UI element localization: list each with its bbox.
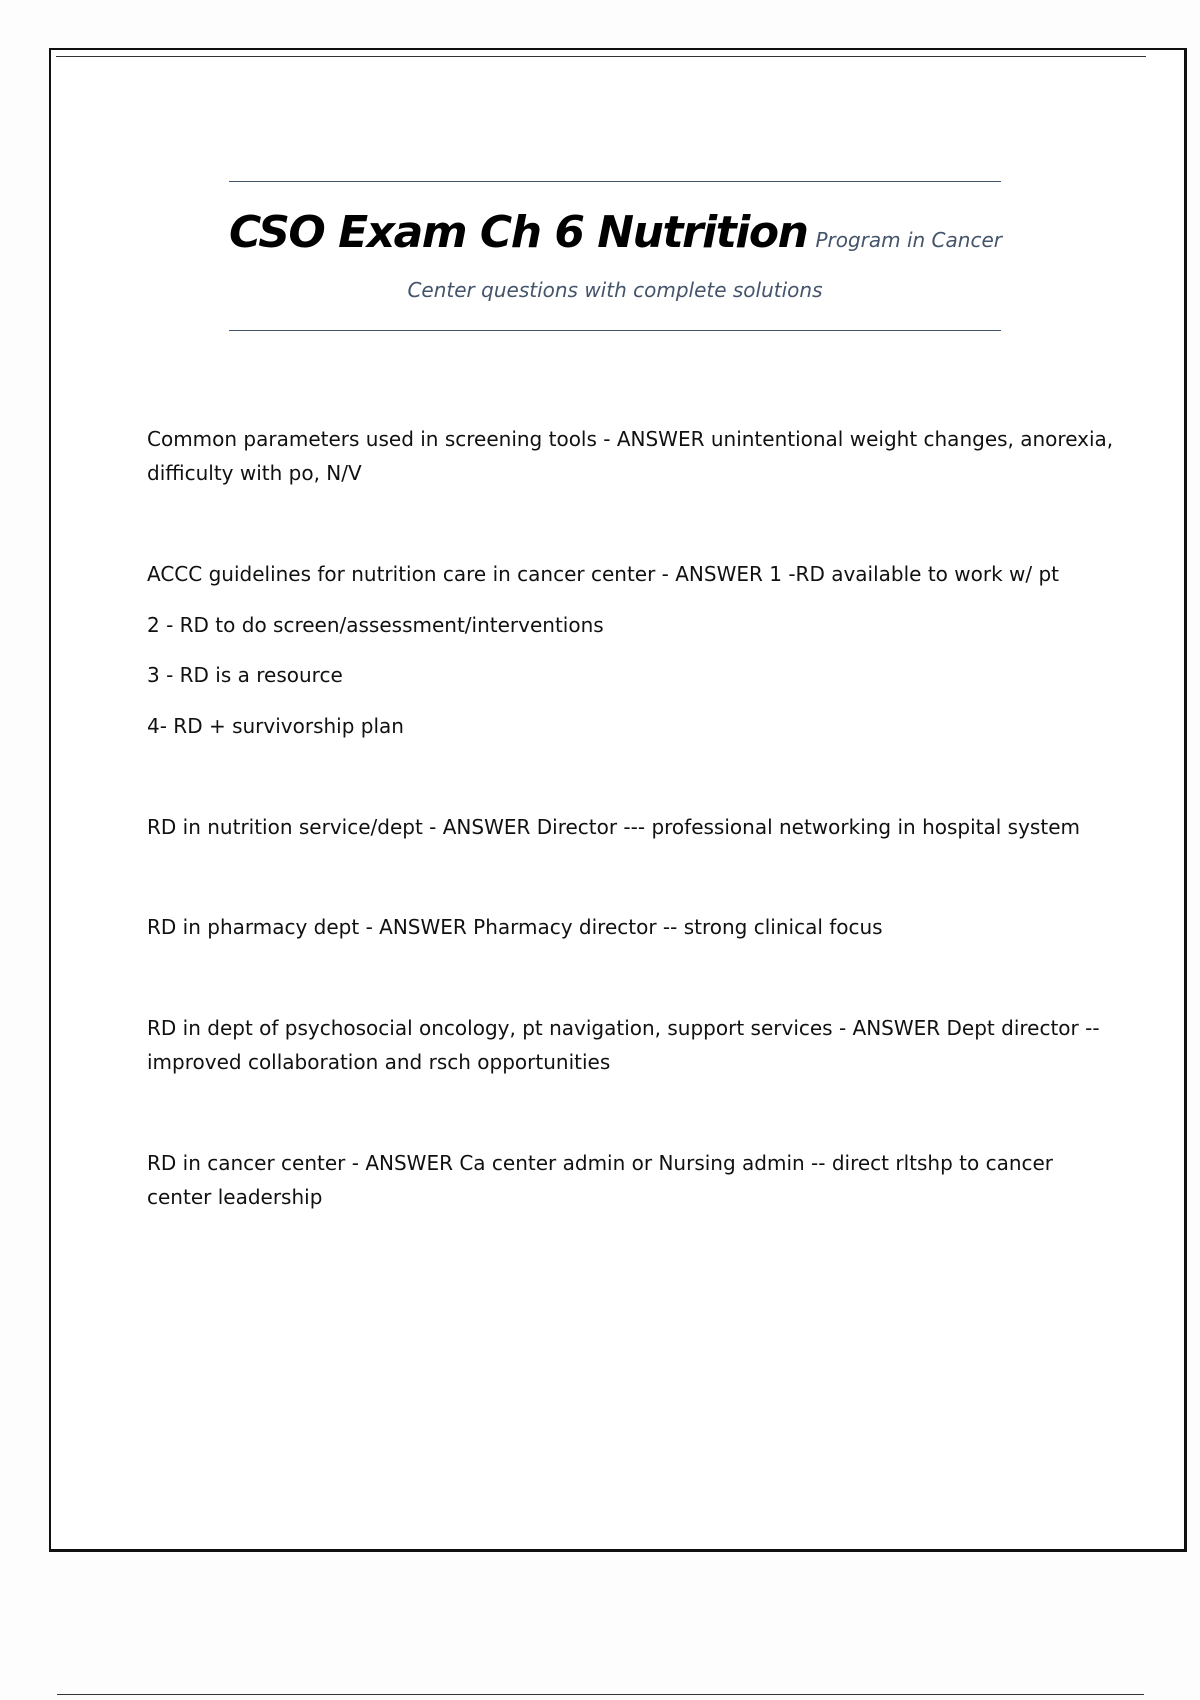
qa-line: RD in cancer center - ANSWER Ca center admin or Nursing admin -- direct rltshp to cancer — [147, 1151, 1054, 1175]
qa-accc-item-4 — [147, 709, 1147, 743]
qa-line: RD in pharmacy dept - ANSWER Pharmacy director -- strong clinical focus — [147, 915, 883, 939]
qa-line: improved collaboration and rsch opportunities — [147, 1050, 611, 1074]
document-title: CSO Exam Ch 6 Nutrition — [229, 207, 808, 258]
qa-cancer-center — [147, 1146, 1147, 1214]
document-subtitle-part2: Center questions with complete solutions — [407, 278, 823, 302]
qa-line: ACCC guidelines for nutrition care in cancer center - ANSWER 1 -RD available to work w/ pt — [147, 562, 1060, 586]
title-line — [229, 207, 1001, 258]
qa-line: 4- RD + survivorship plan — [147, 714, 404, 738]
qa-line: 3 - RD is a resource — [147, 663, 343, 687]
bottom-rule — [57, 1694, 1144, 1695]
qa-line: Common parameters used in screening tools - ANSWER unintentional weight changes, anorexia, — [147, 427, 1114, 451]
qa-pharmacy-dept — [147, 910, 1147, 944]
page — [49, 48, 1187, 1552]
qa-line: difficulty with po, N/V — [147, 461, 362, 485]
qa-accc-guidelines — [147, 557, 1147, 591]
qa-accc-item-2 — [147, 608, 1147, 642]
qa-screening-parameters — [147, 422, 1147, 490]
title-rule-bottom — [229, 330, 1001, 331]
document-subtitle-part1: Program in Cancer — [815, 228, 1002, 252]
title-block — [229, 181, 1001, 331]
top-rule — [56, 56, 1146, 57]
qa-line: RD in nutrition service/dept - ANSWER Director --- professional networking in hospital system — [147, 815, 1080, 839]
title-rule-top — [229, 181, 1001, 182]
qa-nutrition-service — [147, 810, 1147, 844]
qa-psychosocial-oncology — [147, 1011, 1147, 1079]
qa-line: 2 - RD to do screen/assessment/interventions — [147, 613, 604, 637]
qa-accc-item-3 — [147, 658, 1147, 692]
qa-line: center leadership — [147, 1185, 323, 1209]
qa-line: RD in dept of psychosocial oncology, pt navigation, support services - ANSWER Dept director -- — [147, 1016, 1100, 1040]
